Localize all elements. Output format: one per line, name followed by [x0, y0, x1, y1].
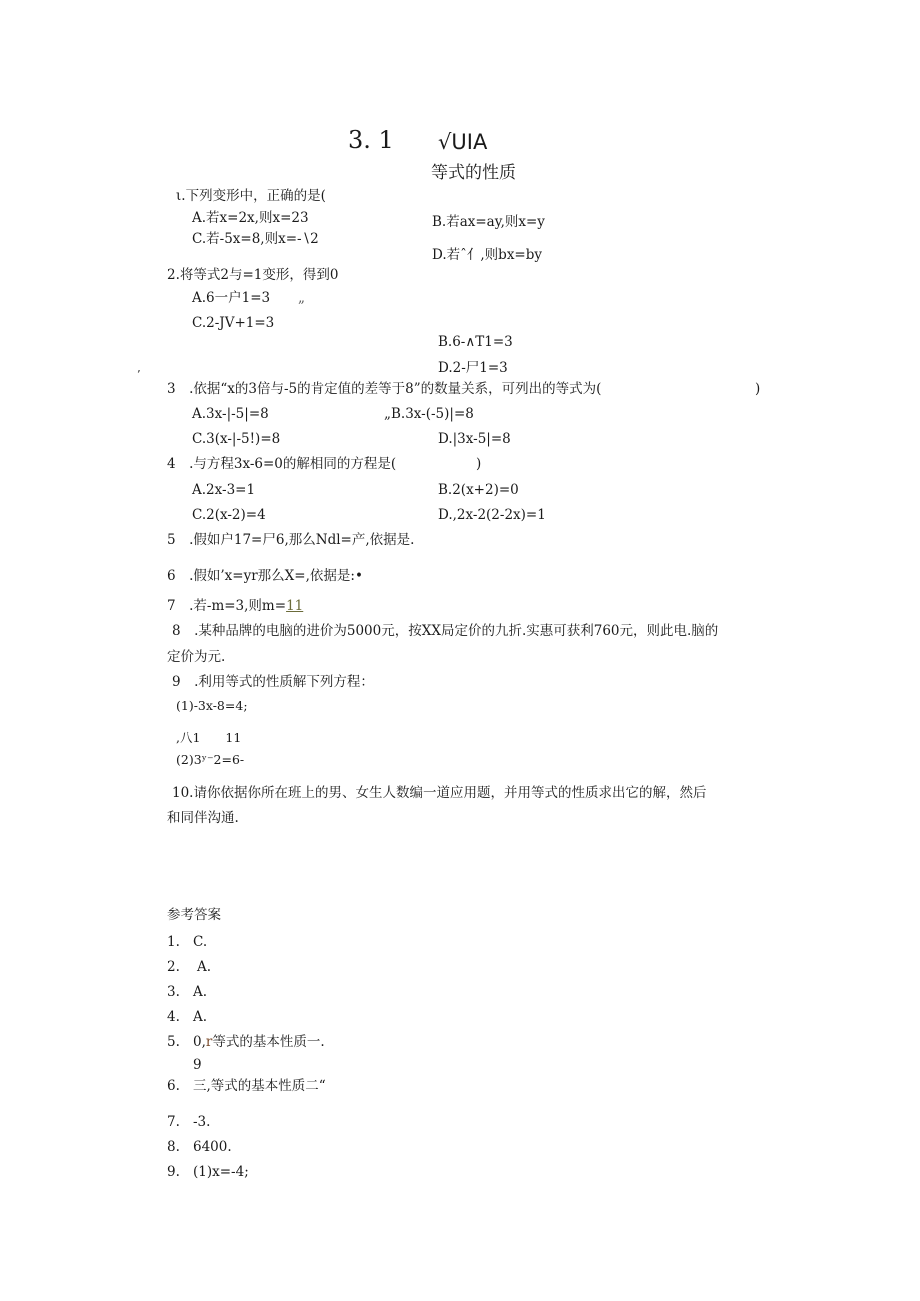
q4-option-b: B.2(x+2)=0: [438, 482, 519, 498]
answer-7-num: 7.: [167, 1114, 180, 1130]
q2-stem: 2.将等式2与=1变形，得到0: [167, 267, 339, 283]
q2-option-c: C.2-JV+1=3: [192, 315, 275, 331]
answer-9-num: 9.: [167, 1164, 180, 1180]
answer-4: A.: [193, 1009, 208, 1025]
answer-1-num: 1.: [167, 934, 180, 950]
answer-8: 6400.: [193, 1139, 232, 1155]
answer-6: 三,等式的基本性质二“: [193, 1078, 326, 1094]
q3-close: ): [755, 381, 761, 397]
answer-9: (1)x=-4;: [193, 1164, 249, 1180]
answer-5-mark: r: [205, 1034, 213, 1050]
answer-3-num: 3.: [167, 984, 180, 1000]
q3-option-b: „B.3x-(-5)|=8: [384, 406, 474, 422]
q3-stem: 3 .依据“x的3倍与-5的肯定值的差等于8”的数量关系，可列出的等式为(: [167, 381, 602, 397]
q10-line2: 和同伴沟通.: [167, 810, 239, 826]
q9-part2: (2)3ʸ⁻2=6-: [176, 752, 245, 767]
answer-2-num: 2.: [167, 959, 180, 975]
q9-stem: 9 .利用等式的性质解下列方程：: [172, 674, 374, 690]
q3-option-d: D.|3x-5|=8: [438, 431, 511, 447]
q1-stem: ι.下列变形中，正确的是(: [176, 188, 326, 204]
answer-1: C.: [193, 934, 208, 950]
q9-fraction-line: ,八1 11: [176, 730, 242, 745]
q2-option-b: B.6-∧T1=3: [438, 334, 513, 350]
q8-line1: 8 .某种品牌的电脑的进价为5000元，按XX局定价的九折.实惠可获利760元，则此电.脑的: [172, 623, 719, 639]
q1-option-b: B.若ax=ay,则x=y: [432, 214, 545, 230]
q4-option-d: D.,2x-2(2-2x)=1: [438, 507, 546, 523]
answer-6-num: 6.: [167, 1078, 180, 1094]
section-glyph: √UIA: [438, 130, 488, 154]
answer-5: [193, 1033, 325, 1051]
answer-4-num: 4.: [167, 1009, 180, 1025]
page-title: 等式的性质: [431, 163, 516, 183]
answer-5-reason: 等式的基本性质一.: [212, 1034, 325, 1050]
answer-2: A.: [197, 959, 212, 975]
q1-option-c: C.若-5x=8,则x=-∖2: [192, 231, 319, 247]
answer-5-value: 0,: [193, 1034, 206, 1050]
answer-7: -3.: [193, 1114, 211, 1130]
answers-heading: 参考答案: [167, 907, 221, 923]
stray-mark: ’: [137, 368, 141, 381]
q6-text: 6 .假如’x=yr那么X=,依据是:•: [167, 568, 363, 584]
section-number: 3. 1: [348, 126, 394, 154]
q4-option-c: C.2(x-2)=4: [192, 507, 266, 523]
answer-5-fraction: 9: [193, 1057, 202, 1073]
q4-close: ): [476, 456, 482, 472]
q2-option-d: D.2-尸1=3: [438, 360, 508, 376]
q8-line2: 定价为元.: [167, 649, 226, 665]
q9-part1: (1)-3x-8=4;: [176, 698, 248, 713]
q10-line1: 10.请你依据你所在班上的男、女生人数编一道应用题，并用等式的性质求出它的解，然后: [172, 785, 707, 801]
answer-5-num: 5.: [167, 1034, 180, 1050]
q1-option-d: D.若ˆ亻,则bx=by: [432, 247, 543, 263]
q7-stem: 7 .若-m=3,则m=: [167, 598, 287, 614]
q7-text: [167, 597, 303, 615]
q1-option-a: A.若x=2x,则x=23: [192, 210, 309, 226]
q5-text: 5 .假如户17=尸6,那么Ndl=产,依据是.: [167, 532, 415, 548]
q7-answer: 11: [286, 598, 304, 614]
q4-option-a: A.2x-3=1: [192, 482, 256, 498]
answer-8-num: 8.: [167, 1139, 180, 1155]
q4-stem: 4 .与方程3x-6=0的解相同的方程是(: [167, 456, 397, 472]
answer-3: A.: [193, 984, 208, 1000]
q2-option-a: A.6一户1=3: [192, 290, 271, 306]
q2-mark: „: [298, 290, 305, 306]
q3-option-a: A.3x-|-5|=8: [192, 406, 269, 422]
q3-option-c: C.3(x-|-5!)=8: [192, 431, 281, 447]
